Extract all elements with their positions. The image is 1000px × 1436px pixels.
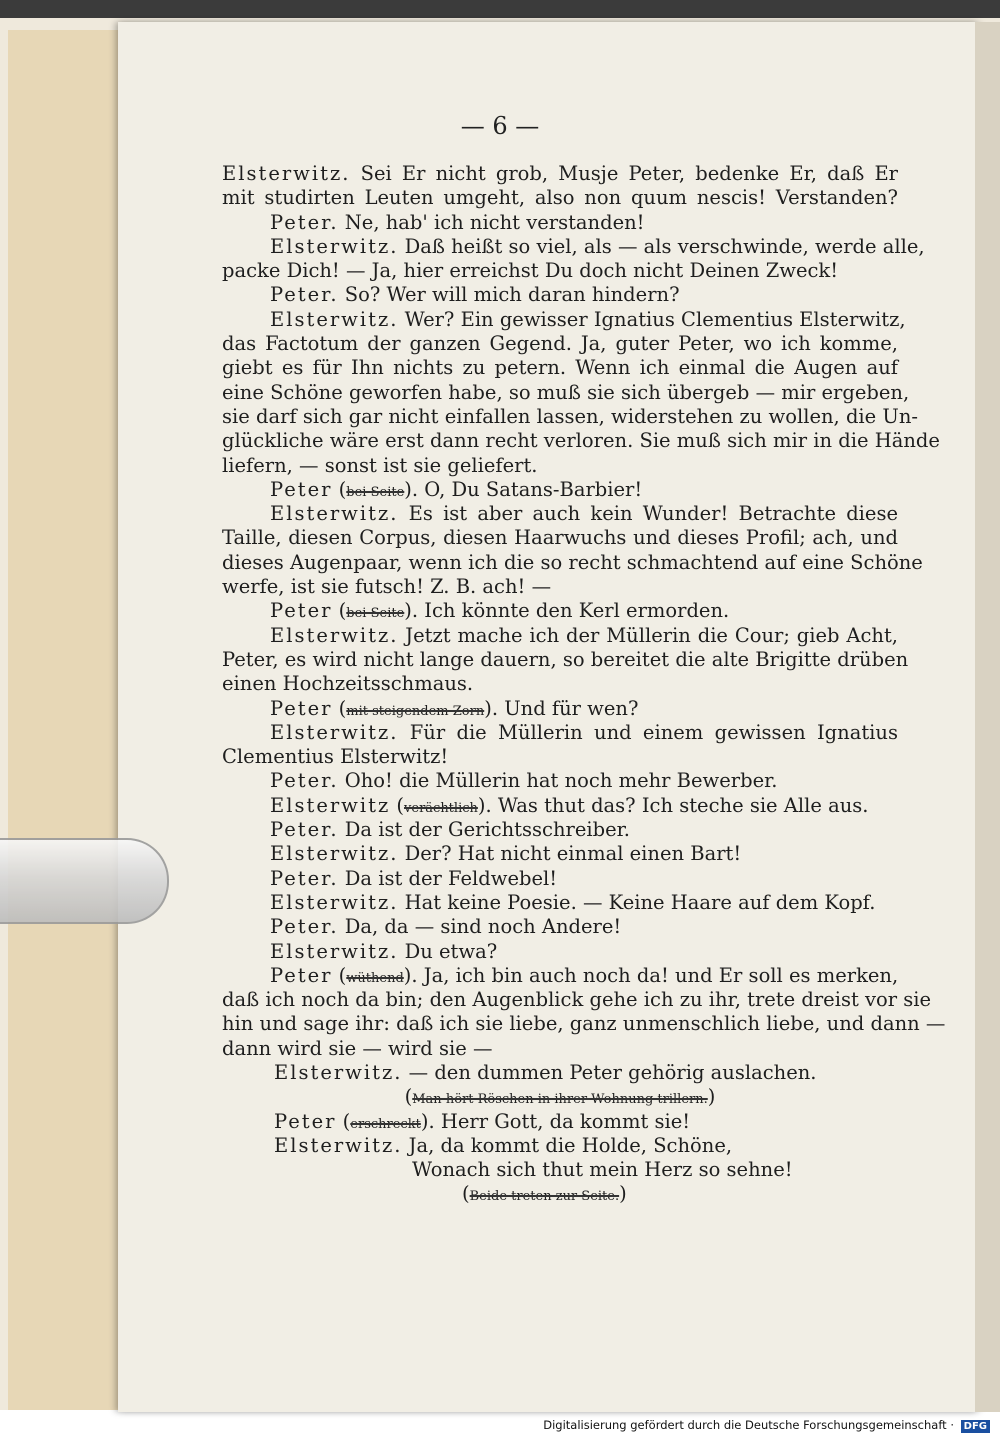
page-text [222,162,946,1207]
speaker-name: Elsterwitz. [270,939,399,963]
speech: Da ist der Feldwebel! [338,866,558,890]
stage-direction: bei Seite [346,606,405,622]
speech: — den dummen Peter gehörig auslachen. [402,1060,817,1084]
stage-direction-line: (Beide treten zur Seite.) [462,1182,627,1206]
speech: . O, Du Satans-Barbier! [411,477,643,501]
text-line: daß ich noch da bin; den Augenblick gehe ich zu ihr, trete dreist vor sie [222,988,932,1012]
text-line: Taille, diesen Corpus, diesen Haarwuchs und dieses Profil; ach, und [222,526,898,550]
speech: Jetzt mache ich der Müllerin die Cour; gieb Acht, [398,623,898,647]
speaker-name: Peter. [270,915,339,939]
speaker-name: Elsterwitz [270,793,391,817]
speech: Ne, hab' ich nicht verstanden! [338,210,645,234]
speech: . Und für wen? [491,696,639,720]
text-line: packe Dich! — Ja, hier erreichst Du doch nicht Deinen Zweck! [222,259,839,283]
speech: Der? Hat nicht einmal einen Bart! [398,842,742,866]
footer-credit: Digitalisierung gefördert durch die Deutsche Forschungsgemeinschaft [543,1418,947,1432]
text-line: liefern, — sonst ist sie geliefert. [222,453,538,477]
text-line: giebt es für Ihn nichts zu petern. Wenn ich einmal die Augen auf [222,356,898,380]
text-line [222,769,898,793]
glass-weight-clip [0,838,169,924]
speaker-name: Peter. [270,818,339,842]
text-line [222,1061,898,1085]
speech: . Was thut das? Ich steche sie Alle aus. [485,793,869,817]
speaker-name: Elsterwitz. [270,307,399,331]
speaker-name: Peter [274,1109,337,1133]
text-line: Peter, es wird nicht lange dauern, so bereitet die alte Brigitte drüben [222,647,909,671]
speaker-name: Peter. [270,769,339,793]
text-line [222,721,898,745]
speaker-name: Elsterwitz. [270,623,399,647]
text-line: das Factotum der ganzen Gegend. Ja, guter Peter, wo ich komme, [222,332,898,356]
speech: Da ist der Gerichtsschreiber. [338,818,631,842]
dfg-logo: DFG [961,1420,990,1433]
text-line: glückliche wäre erst dann recht verloren. Sie muß sich mir in die Hände [222,429,940,453]
text-line [222,818,898,842]
stage-direction: mit steigendem Zorn [346,703,485,719]
speaker-name: Peter. [270,283,339,307]
speaker-name: Elsterwitz. [270,502,399,526]
text-line [222,234,925,259]
text-line: hin und sage ihr: daß ich sie liebe, ganz unmenschlich liebe, und dann — [222,1012,946,1036]
speaker-name: Peter [270,477,333,501]
speaker-name: Elsterwitz. [270,720,399,744]
text-line: einen Hochzeitsschmaus. [222,672,474,696]
text-line: dieses Augenpaar, wenn ich die so recht schmachtend auf eine Schöne [222,550,923,574]
speech: . Ja, ich bin auch noch da! und Er soll es merken, [411,963,899,987]
text-line: Peter (mit steigendem Zorn). Und für wen? [270,696,639,720]
scan-dark-edge [0,0,1000,18]
speech: Es ist aber auch kein Wunder! Betrachte diese [398,502,898,526]
verse-line: Wonach sich thut mein Herz so sehne! [412,1158,793,1182]
text-line [222,940,898,964]
text-line: dann wird sie — wird sie — [222,1036,493,1060]
stage-direction: Beide treten zur Seite. [469,1189,620,1205]
speech: . Herr Gott, da kommt sie! [428,1109,691,1133]
text-line [222,502,898,526]
text-line [222,307,906,332]
text-line: eine Schöne geworfen habe, so muß sie sich übergeb — mir ergeben, [222,380,910,404]
text-line [222,283,898,307]
text-line: Peter (erschreckt). Herr Gott, da kommt sie! [274,1109,691,1133]
speech: . Ich könnte den Kerl ermorden. [411,599,730,623]
text-line: Elsterwitz (verächtlich). Was thut das? Ich steche sie Alle aus. [270,793,869,817]
digitization-footer: Digitalisierung gefördert durch die Deutsche Forschungsgemeinschaft · DFG [500,1418,990,1433]
speaker-name: Elsterwitz. [274,1133,403,1157]
speaker-name: Peter. [270,866,339,890]
stage-direction-line: (Man hört Röschen in ihrer Wohnung trillern.) [404,1085,716,1109]
speech: Für die Müllerin und einem gewissen Ignatius [398,720,898,744]
text-line: Peter (wüthend). Ja, ich bin auch noch da! und Er soll es merken, [270,963,899,987]
speaker-name: Peter. [270,210,339,234]
text-line: Peter (bei Seite). Ich könnte den Kerl ermorden. [270,599,730,623]
text-line [222,1134,898,1158]
text-line [222,211,898,235]
speaker-name: Elsterwitz. [270,890,399,914]
text-line: Peter (bei Seite). O, Du Satans-Barbier! [270,477,643,501]
stage-direction: bei Seite [346,484,405,500]
speech: Wer? Ein gewisser Ignatius Clementius Elsterwitz, [398,307,906,331]
speech: Ja, da kommt die Holde, Schöne, [402,1133,733,1157]
previous-page-edge [8,30,122,1410]
speaker-name: Peter [270,963,333,987]
text-line [222,842,898,866]
text-line [222,915,898,939]
text-line: Clementius Elsterwitz! [222,745,449,769]
text-line [222,162,898,186]
stage-direction: Man hört Röschen in ihrer Wohnung trillern. [412,1092,708,1108]
speech: Hat keine Poesie. — Keine Haare auf dem Kopf. [398,890,876,914]
text-line: mit studirten Leuten umgeht, also non quum nescis! Verstanden? [222,186,898,210]
speech: So? Wer will mich daran hindern? [338,283,680,307]
speaker-name: Elsterwitz. [270,842,399,866]
speaker-name: Elsterwitz. [222,162,351,185]
stage-direction: wüthend [346,970,404,986]
speech: Sei Er nicht grob, Musje Peter, bedenke Er, daß Er [350,162,898,185]
stage-direction: erschreckt [350,1116,421,1132]
speaker-name: Peter [270,599,333,623]
speech: Da, da — sind noch Andere! [338,915,622,939]
page-number: — 6 — [460,112,540,140]
speech: Daß heißt so viel, als — als verschwinde, werde alle, [398,234,925,258]
speaker-name: Peter [270,696,333,720]
book-page-edge [975,22,1000,1412]
speaker-name: Elsterwitz. [270,234,399,258]
text-line: sie darf sich gar nicht einfallen lassen, widerstehen zu wollen, die Un- [222,404,918,428]
text-line [222,867,898,891]
speaker-name: Elsterwitz. [274,1060,403,1084]
text-line [222,891,898,915]
speech: Oho! die Müllerin hat noch mehr Bewerber. [338,769,778,793]
text-line: werfe, ist sie futsch! Z. B. ach! — [222,575,552,599]
text-line [222,624,898,648]
speech: Du etwa? [398,939,498,963]
stage-direction: verächtlich [404,800,478,816]
